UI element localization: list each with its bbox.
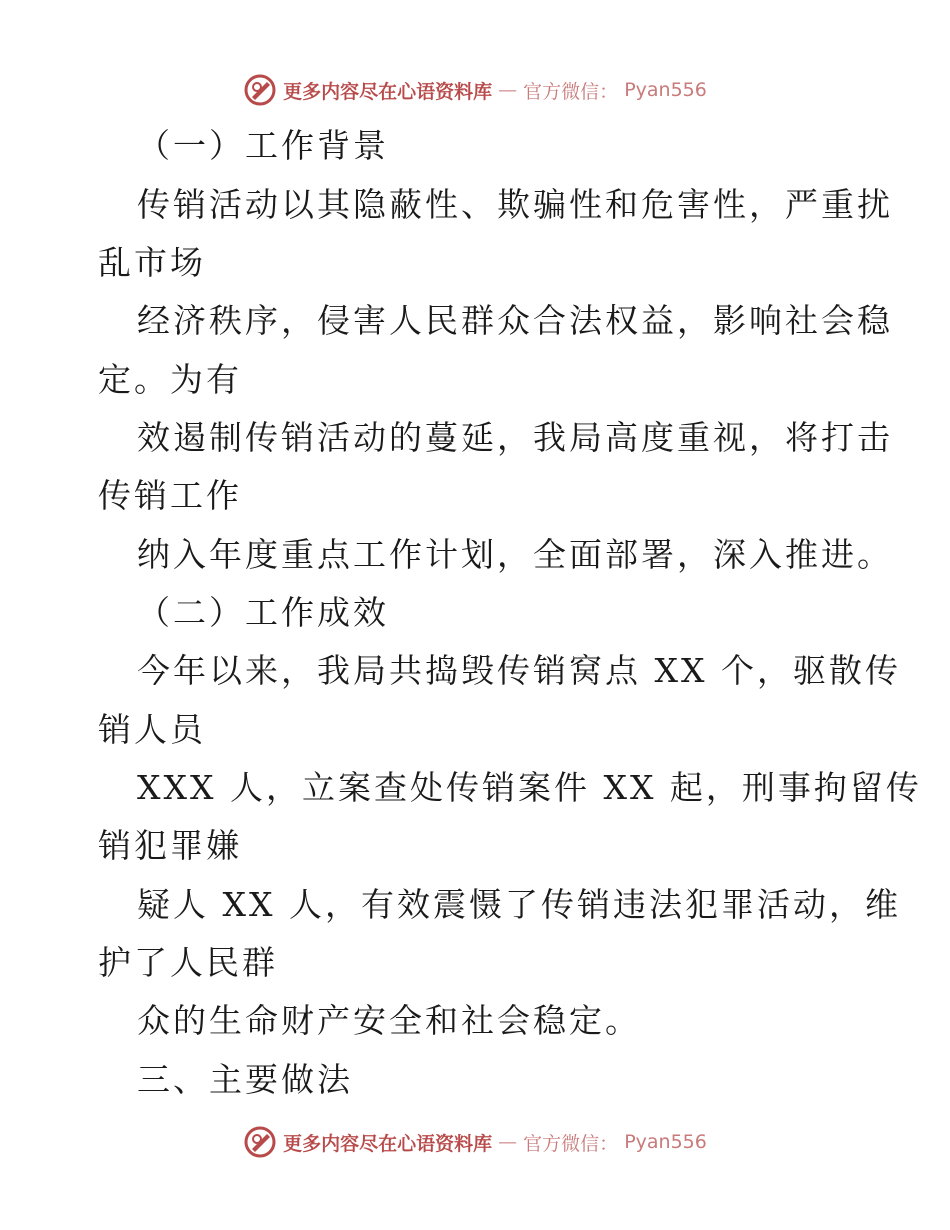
paragraph-line: 纳入年度重点工作计划，全面部署，深入推进。 — [137, 535, 893, 574]
footer-banner-dash: — — [498, 1131, 518, 1153]
paragraph-line: 疑人 XX 人，有效震慑了传销违法犯罪活动，维 — [137, 885, 901, 924]
footer-banner-contact-label: 官方微信： — [523, 1132, 619, 1155]
header-banner-main-text: 更多内容尽在心语资料库 — [283, 80, 493, 103]
header-banner-wechat-id: Pyan556 — [624, 79, 707, 101]
footer-banner — [0, 1122, 950, 1162]
paragraph-line: 今年以来，我局共捣毁传销窝点 XX 个，驱散传 — [137, 651, 901, 690]
paragraph-line: 定。为有 — [98, 360, 242, 399]
paragraph-line: 众的生命财产安全和社会稳定。 — [137, 1001, 641, 1040]
paragraph-line: 传销活动以其隐蔽性、欺骗性和危害性，严重扰 — [137, 185, 893, 224]
header-banner-contact-label: 官方微信： — [523, 80, 619, 103]
footer-banner-main-text: 更多内容尽在心语资料库 — [283, 1132, 493, 1155]
paragraph-line: 经济秩序，侵害人民群众合法权益，影响社会稳 — [137, 301, 893, 340]
header-banner-dash: — — [498, 79, 518, 101]
paragraph-line: 传销工作 — [98, 476, 242, 515]
paragraph-line: 效遏制传销活动的蔓延，我局高度重视，将打击 — [137, 418, 893, 457]
brand-logo-icon — [243, 1125, 277, 1159]
header-banner — [0, 70, 950, 110]
section-heading-background: （一）工作背景 — [137, 126, 389, 165]
brand-logo-icon — [243, 73, 277, 107]
paragraph-line: 销犯罪嫌 — [98, 826, 242, 865]
paragraph-line: XXX 人，立案查处传销案件 XX 起，刑事拘留传 — [137, 768, 922, 807]
footer-banner-wechat-id: Pyan556 — [624, 1131, 707, 1153]
section-heading-results: （二）工作成效 — [137, 593, 389, 632]
paragraph-line: 乱市场 — [98, 243, 206, 282]
paragraph-line: 护了人民群 — [98, 943, 278, 982]
section-heading-methods: 三、主要做法 — [137, 1060, 353, 1099]
paragraph-line: 销人员 — [98, 710, 206, 749]
